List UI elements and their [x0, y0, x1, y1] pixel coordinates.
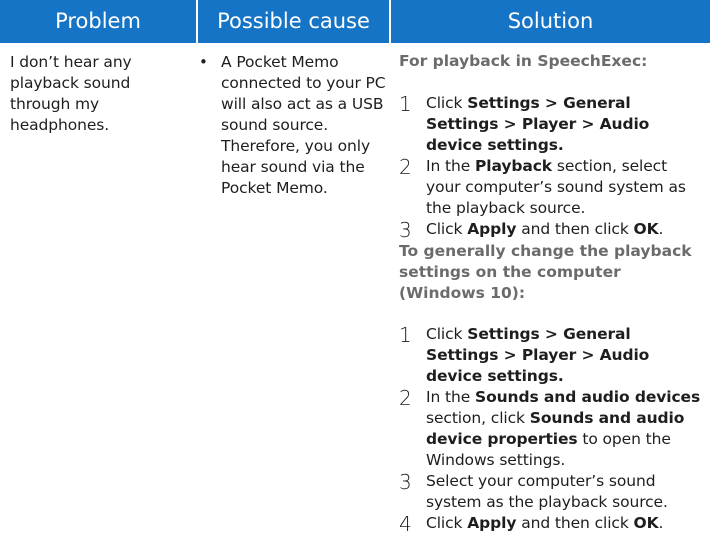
- step-text: Click: [426, 94, 468, 112]
- step-text: In the: [426, 388, 475, 406]
- step-bold: Apply: [467, 514, 517, 532]
- step-text: Click: [426, 514, 468, 532]
- step-text: .: [658, 220, 664, 238]
- cause-text: A Pocket Memo connected to your PC will also act as a USB sound source. Therefore, you only hear sound via the Pocket Memo.: [221, 53, 386, 197]
- solution-section1-title: For playback in SpeechExec:: [399, 52, 648, 70]
- step-number: 4: [399, 512, 412, 536]
- step-item: [399, 387, 704, 471]
- step-number: 2: [399, 155, 412, 179]
- step-bold: Playback: [475, 157, 553, 175]
- step-item: [399, 513, 704, 534]
- step-item: [399, 156, 704, 219]
- solution-steps-1: [399, 93, 704, 240]
- step-text: and then click: [516, 514, 634, 532]
- step-bold: Sounds and audio device properties: [426, 409, 685, 448]
- header-possible-cause: Possible cause: [198, 0, 389, 43]
- step-text: section, select your computer’s sound system as the playback source.: [426, 157, 686, 217]
- step-text: to open the Windows settings.: [426, 430, 671, 469]
- step-bold: Apply: [467, 220, 517, 238]
- table-header: [0, 0, 710, 43]
- step-number: 2: [399, 386, 412, 410]
- step-item: [399, 93, 704, 156]
- step-number: 1: [399, 92, 412, 116]
- problem-cell: I don’t hear any playback sound through my headphones.: [10, 53, 132, 134]
- step-bold: Settings > General Settings > Player > Audio device settings.: [426, 325, 650, 385]
- step-bold: OK: [633, 514, 659, 532]
- header-solution: Solution: [391, 0, 710, 43]
- step-bold: Sounds and audio devices: [475, 388, 701, 406]
- step-bold: Settings > General Settings > Player > Audio device settings.: [426, 94, 650, 154]
- step-text: .: [658, 514, 664, 532]
- bullet-icon: •: [199, 53, 208, 71]
- step-number: 1: [399, 323, 412, 347]
- step-item: [399, 219, 704, 240]
- step-item: [399, 471, 704, 513]
- header-problem: Problem: [0, 0, 196, 43]
- step-bold: OK: [633, 220, 659, 238]
- step-number: 3: [399, 218, 412, 242]
- step-text: Select your computer’s sound system as the playback source.: [426, 472, 668, 511]
- solution-section2-title: To generally change the playback settings on the computer (Windows 10):: [399, 242, 692, 302]
- step-text: Click: [426, 220, 468, 238]
- step-text: Click: [426, 325, 468, 343]
- solution-steps-2: [399, 324, 704, 534]
- step-text: section, click: [426, 409, 530, 427]
- step-item: [399, 324, 704, 387]
- step-number: 3: [399, 470, 412, 494]
- step-text: In the: [426, 157, 475, 175]
- step-text: and then click: [516, 220, 634, 238]
